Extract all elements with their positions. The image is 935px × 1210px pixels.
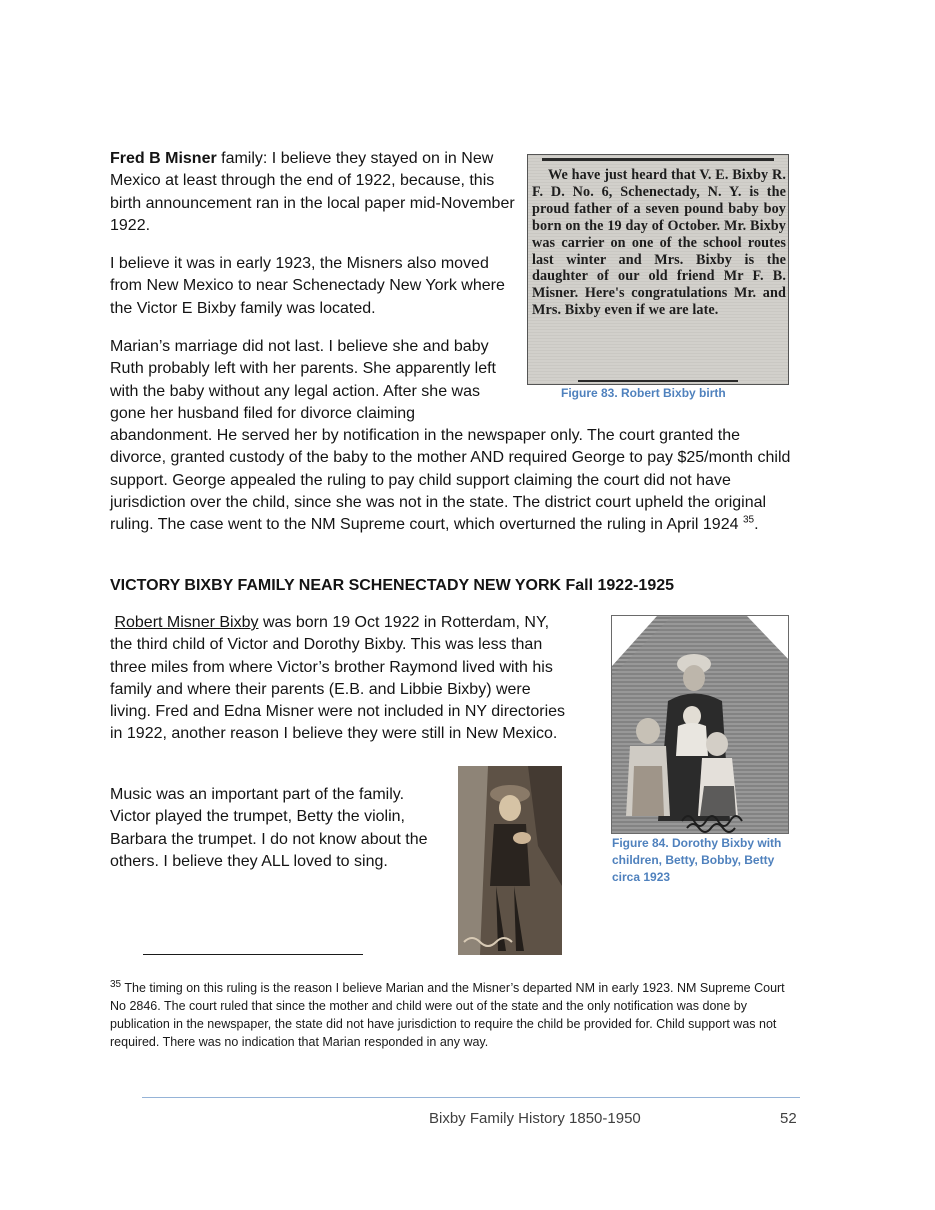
paragraph-marian-lead: Marian’s marriage did not last. I believe she and baby Ruth probably left with her parents. She apparently left with the baby without any legal action. After she was gone her husband filed for divorce claiming — [110, 338, 496, 422]
section-heading: VICTORY BIXBY FAMILY NEAR SCHENECTADY NEW YORK Fall 1922-1925 — [110, 577, 675, 594]
paragraph-music: Music was an important part of the family. Victor played the trumpet, Betty the violin, Barbara the trumpet. I do not know about the others. I believe they ALL loved to sing. — [110, 786, 428, 870]
newspaper-clipping-image — [527, 154, 789, 385]
photo-dorothy-bixby-drawing — [612, 616, 789, 834]
name-robert-misner-bixby: Robert Misner Bixby — [114, 614, 259, 631]
clipping-top-rule — [542, 158, 774, 161]
footnote-ref-35[interactable]: 35 — [742, 515, 755, 527]
paragraph-robert-text: was born 19 Oct 1922 in Rotterdam, NY, the third child of Victor and Dorothy Bixby. This was less than three miles from where Victor’s brother Raymond lived with his family and where their parents (E.B. and Libbie Bixby) were living. Fred and Edna Misner were not included in NY directories in 1922, another reason I believe they were still in New Mexico. — [110, 614, 566, 743]
footer-book-title: Bixby Family History 1850-1950 — [429, 1110, 641, 1127]
photo-girl-with-violin — [458, 766, 562, 955]
paragraph-marian-end: . — [754, 516, 759, 534]
photo-dorothy-bixby-children — [611, 615, 789, 834]
figure-84-caption: Figure 84. Dorothy Bixby with children, Betty, Bobby, Betty circa 1923 — [612, 836, 782, 884]
clipping-text: We have just heard that V. E. Bixby R. F. D. No. 6, Schenectady, N. Y. is the proud father of a seven pound baby boy born on the 19 day of October. Mr. Bixby was carrier on one of the school routes last winter and Mrs. Bixby is the daughter of our old friend Mr F. B. Misner. Here's congratulations Mr. and Mrs. Bixby even if we are late. — [532, 167, 786, 319]
footnote-35 — [110, 979, 800, 1051]
footnote-text: The timing on this ruling is the reason I believe Marian and the Misner’s departed NM in early 1923. NM Supreme Court No 2846. The court ruled that since the mother and child were out of the state and the only notification was done by publication in the newspaper, the state did not have jurisdiction to require the child be provided for. Child support was not required. There was no indication that Marian responded in any way. — [110, 981, 785, 1049]
paragraph-misners-moved: I believe it was in early 1923, the Misners also moved from New Mexico to near Schenectady New York where the Victor E Bixby family was located. — [110, 255, 505, 317]
footnote-number: 35 — [110, 978, 122, 990]
footer-rule — [142, 1097, 800, 1098]
photo-violin-drawing — [458, 766, 562, 955]
footnote-separator — [143, 954, 363, 955]
figure-83-caption: Figure 83. Robert Bixby birth — [561, 386, 726, 400]
paragraph-misner-text: family: I believe they stayed on in New Mexico at least through the end of 1922, because, this birth announcement ran in the local paper mid-November 1922. — [110, 150, 515, 234]
paragraph-marian-rest — [110, 425, 800, 536]
page-number: 52 — [780, 1110, 797, 1127]
paragraph-marian-rest-text: abandonment. He served her by notification in the newspaper only. The court granted the divorce, granted custody of the baby to the mother AND required George to pay $25/month child support. George appealed the ruling to pay child support claiming the court did not have jurisdiction over the child, since she was not in the state. The district court upheld the original ruling. The case went to the NM Supreme court, which overturned the ruling in April 1924 — [110, 427, 791, 534]
clipping-bottom-rule — [578, 380, 738, 382]
paragraph-robert-bixby — [110, 612, 572, 746]
name-fred-b-misner: Fred B Misner — [110, 150, 217, 167]
paragraph-misner-family — [110, 148, 515, 237]
